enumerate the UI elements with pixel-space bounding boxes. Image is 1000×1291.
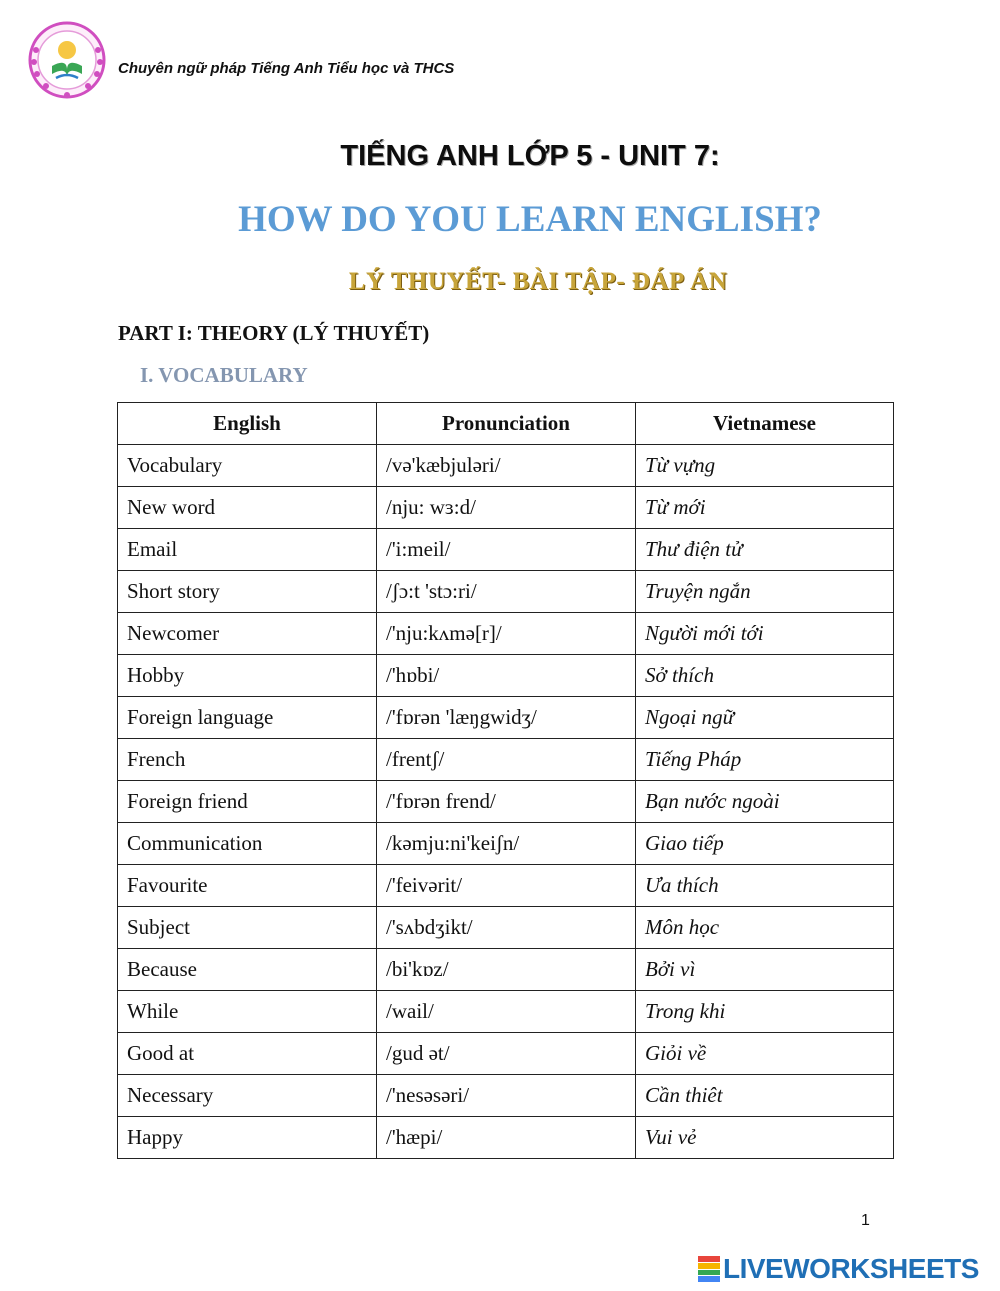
header-subtitle: Chuyên ngữ pháp Tiếng Anh Tiểu học và THCS (118, 60, 455, 77)
table-row (118, 571, 894, 613)
cell-english: Short story (118, 571, 377, 613)
cell-english: Hobby (118, 655, 377, 697)
cell-vietnamese: Trong khi (636, 991, 894, 1033)
table-row (118, 823, 894, 865)
table-row (118, 613, 894, 655)
liveworksheets-brand (698, 1253, 979, 1285)
vocabulary-table (117, 402, 894, 1159)
cell-vietnamese: Giỏi về (636, 1033, 894, 1075)
cell-english: While (118, 991, 377, 1033)
cell-pronunciation: /'i:meil/ (377, 529, 636, 571)
cell-vietnamese: Môn học (636, 907, 894, 949)
cell-english: Newcomer (118, 613, 377, 655)
table-row (118, 655, 894, 697)
cell-vietnamese: Cần thiêt (636, 1075, 894, 1117)
cell-pronunciation: /'nesəsəri/ (377, 1075, 636, 1117)
cell-vietnamese: Giao tiếp (636, 823, 894, 865)
school-logo (26, 20, 108, 100)
cell-vietnamese: Từ vựng (636, 445, 894, 487)
table-row (118, 1117, 894, 1159)
cell-pronunciation: /'hæpi/ (377, 1117, 636, 1159)
cell-english: Foreign friend (118, 781, 377, 823)
cell-pronunciation: /'fɒrən 'læŋgwidʒ/ (377, 697, 636, 739)
cell-vietnamese: Thư điện tử (636, 529, 894, 571)
cell-vietnamese: Bởi vì (636, 949, 894, 991)
table-row (118, 991, 894, 1033)
table-row (118, 529, 894, 571)
cell-pronunciation: /'fɒrən frend/ (377, 781, 636, 823)
column-header-pronunciation: Pronunciation (377, 403, 636, 445)
cell-vietnamese: Người mới tới (636, 613, 894, 655)
cell-vietnamese: Vui vẻ (636, 1117, 894, 1159)
cell-pronunciation: /wail/ (377, 991, 636, 1033)
cell-pronunciation: /'nju:kʌmə[r]/ (377, 613, 636, 655)
cell-english: Vocabulary (118, 445, 377, 487)
brand-text: LIVEWORKSHEETS (723, 1253, 979, 1284)
cell-vietnamese: Tiếng Pháp (636, 739, 894, 781)
cell-vietnamese: Bạn nước ngoài (636, 781, 894, 823)
table-row (118, 781, 894, 823)
cell-english: New word (118, 487, 377, 529)
column-header-vietnamese: Vietnamese (636, 403, 894, 445)
lesson-title: HOW DO YOU LEARN ENGLISH? (238, 199, 822, 240)
cell-english: Because (118, 949, 377, 991)
unit-title: TIẾNG ANH LỚP 5 - UNIT 7: (340, 140, 720, 172)
liveworksheets-icon (698, 1256, 720, 1282)
cell-english: Subject (118, 907, 377, 949)
cell-english: Foreign language (118, 697, 377, 739)
table-row (118, 445, 894, 487)
table-row (118, 949, 894, 991)
cell-vietnamese: Ngoại ngữ (636, 697, 894, 739)
table-header-row (118, 403, 894, 445)
column-header-english: English (118, 403, 377, 445)
cell-english: Necessary (118, 1075, 377, 1117)
table-row (118, 1033, 894, 1075)
cell-pronunciation: /gud ət/ (377, 1033, 636, 1075)
cell-english: French (118, 739, 377, 781)
part-heading: PART I: THEORY (LÝ THUYẾT) (118, 321, 430, 345)
cell-pronunciation: /və'kæbjuləri/ (377, 445, 636, 487)
table-row (118, 487, 894, 529)
table-row (118, 907, 894, 949)
cell-pronunciation: /kəmju:ni'keiʃn/ (377, 823, 636, 865)
cell-pronunciation: /frentʃ/ (377, 739, 636, 781)
cell-pronunciation: /bi'kɒz/ (377, 949, 636, 991)
table-row (118, 1075, 894, 1117)
cell-pronunciation: /nju: wɜ:d/ (377, 487, 636, 529)
content-subtitle: LÝ THUYẾT- BÀI TẬP- ĐÁP ÁN (348, 268, 728, 295)
cell-pronunciation: /'sʌbdʒikt/ (377, 907, 636, 949)
cell-vietnamese: Từ mới (636, 487, 894, 529)
cell-english: Communication (118, 823, 377, 865)
cell-pronunciation: /ʃɔ:t 'stɔ:ri/ (377, 571, 636, 613)
table-row (118, 697, 894, 739)
cell-vietnamese: Truyện ngắn (636, 571, 894, 613)
cell-english: Favourite (118, 865, 377, 907)
cell-pronunciation: /'feivərit/ (377, 865, 636, 907)
page-number: 1 (861, 1212, 870, 1229)
cell-pronunciation: /'hɒbi/ (377, 655, 636, 697)
cell-english: Happy (118, 1117, 377, 1159)
cell-english: Good at (118, 1033, 377, 1075)
cell-english: Email (118, 529, 377, 571)
table-row (118, 739, 894, 781)
section-heading: I. VOCABULARY (140, 363, 308, 387)
cell-vietnamese: Ưa thích (636, 865, 894, 907)
table-row (118, 865, 894, 907)
cell-vietnamese: Sở thích (636, 655, 894, 697)
